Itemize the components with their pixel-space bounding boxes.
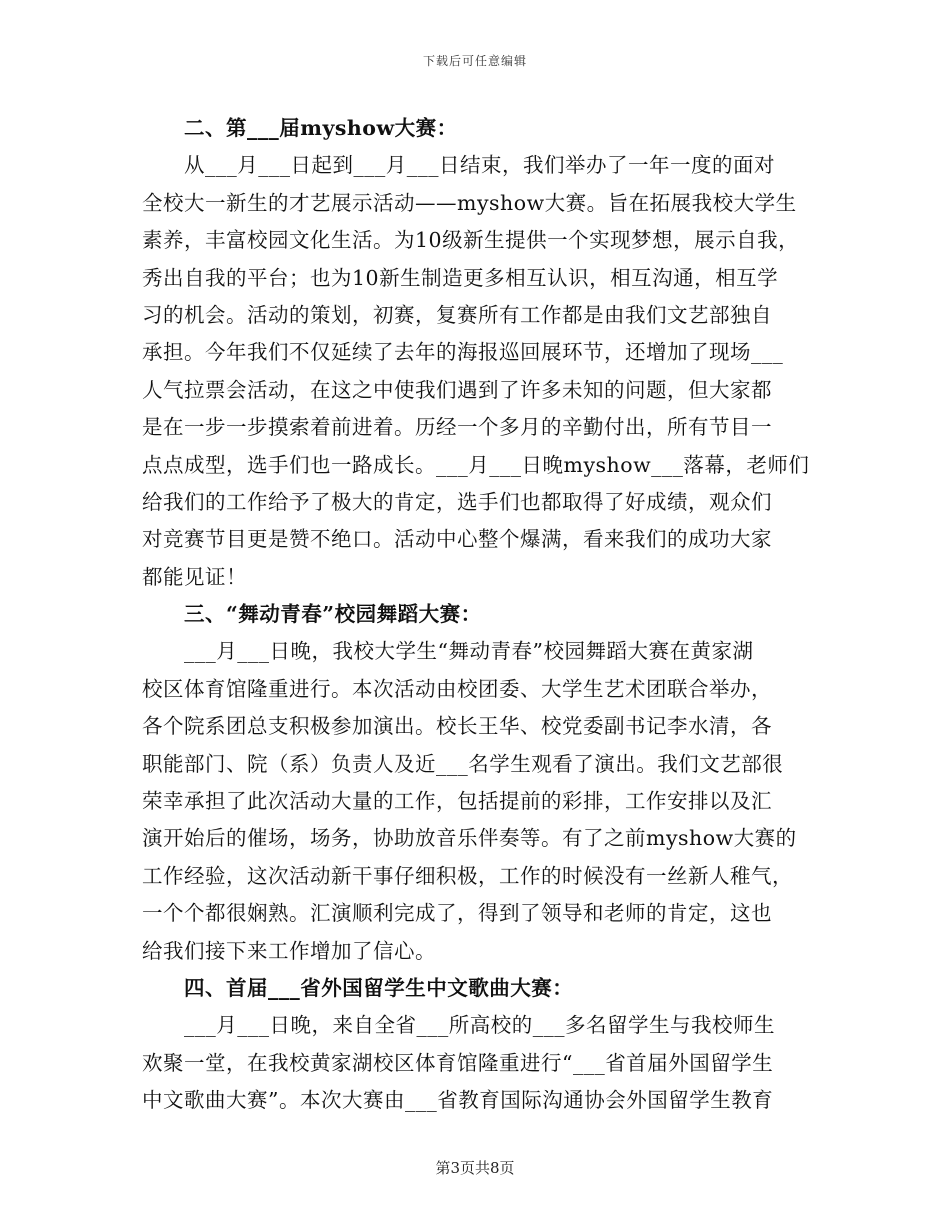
paragraph-line: 承担。今年我们不仅延续了去年的海报巡回展环节，还增加了现场___ xyxy=(142,340,784,365)
paragraph-line: 工作经验，这次活动新干事仔细积极，工作的时候没有一丝新人稚气， xyxy=(142,863,793,888)
paragraph-line: 荣幸承担了此次活动大量的工作，包括提前的彩排，工作安排以及汇 xyxy=(142,789,772,814)
paragraph-line: 素养，丰富校园文化生活。为10级新生提供一个实现梦想，展示自我， xyxy=(142,228,800,253)
heading-text: 三、“舞动青春”校园舞蹈大赛： xyxy=(184,602,482,627)
paragraph-line: 是在一步一步摸索着前进着。历经一个多月的辛勤付出，所有节目一 xyxy=(142,415,772,440)
paragraph-line: 点点成型，选手们也一路成长。___月___日晚myshow___落幕，老师们 xyxy=(142,452,810,477)
paragraph-line: 习的机会。活动的策划，初赛，复赛所有工作都是由我们文艺部独自 xyxy=(142,302,772,327)
document-body xyxy=(142,110,814,1120)
paragraph-line: 给我们接下来工作增加了信心。 xyxy=(142,938,436,963)
paragraph-line: 各个院系团总支积极参加演出。校长王华、校党委副书记李水清，各 xyxy=(142,714,772,739)
paragraph-line: 都能见证！ xyxy=(142,564,247,589)
section-heading xyxy=(142,596,814,633)
body-paragraph xyxy=(142,1007,814,1119)
page-number: 第3页共8页 xyxy=(435,1159,515,1177)
paragraph-line: 中文歌曲大赛”。本次大赛由___省教育国际沟通协会外国留学生教育 xyxy=(142,1088,774,1113)
paragraph-line: 给我们的工作给予了极大的肯定，选手们也都取得了好成绩，观众们 xyxy=(142,489,772,514)
paragraph-line: 对竞赛节目更是赞不绝口。活动中心整个爆满，看来我们的成功大家 xyxy=(142,527,772,552)
paragraph-line: 演开始后的催场，场务，协助放音乐伴奏等。有了之前myshow大赛的 xyxy=(142,826,797,851)
paragraph-line: 全校大一新生的才艺展示活动——myshow大赛。旨在拓展我校大学生 xyxy=(142,190,797,215)
body-paragraph xyxy=(142,147,814,596)
paragraph-line: 欢聚一堂，在我校黄家湖校区体育馆隆重进行“___省首届外国留学生 xyxy=(142,1050,774,1075)
paragraph-line: 人气拉票会活动，在这之中使我们遇到了许多未知的问题，但大家都 xyxy=(142,377,772,402)
section-heading xyxy=(142,110,814,147)
paragraph-line: ___月___日晚，来自全省___所高校的___多名留学生与我校师生 xyxy=(184,1013,775,1038)
body-paragraph xyxy=(142,633,814,970)
page-header-note: 下载后可任意编辑 xyxy=(422,54,527,68)
section-heading xyxy=(142,970,814,1007)
paragraph-line: 校区体育馆隆重进行。本次活动由校团委、大学生艺术团联合举办， xyxy=(142,676,772,701)
paragraph-line: 职能部门、院（系）负责人及近___名学生观看了演出。我们文艺部很 xyxy=(142,751,784,776)
paragraph-line: 秀出自我的平台；也为10新生制造更多相互认识，相互沟通，相互学 xyxy=(142,265,779,290)
heading-text: 二、第___届myshow大赛： xyxy=(184,116,458,140)
paragraph-line: 一个个都很娴熟。汇演顺利完成了，得到了领导和老师的肯定，这也 xyxy=(142,901,772,926)
heading-text: 四、首届___省外国留学生中文歌曲大赛： xyxy=(184,975,574,1000)
paragraph-line: ___月___日晚，我校大学生“舞动青春”校园舞蹈大赛在黄家湖 xyxy=(184,639,754,664)
paragraph-line: 从___月___日起到___月___日结束，我们举办了一年一度的面对 xyxy=(184,153,775,178)
